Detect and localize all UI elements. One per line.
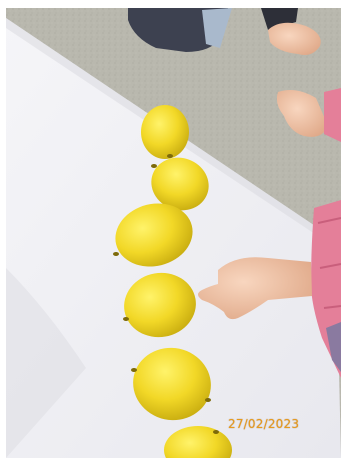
lemon-1 bbox=[141, 105, 189, 159]
date-stamp: 27/02/2023 bbox=[228, 417, 300, 431]
lemons-photo bbox=[6, 8, 341, 458]
photo bbox=[6, 8, 341, 458]
